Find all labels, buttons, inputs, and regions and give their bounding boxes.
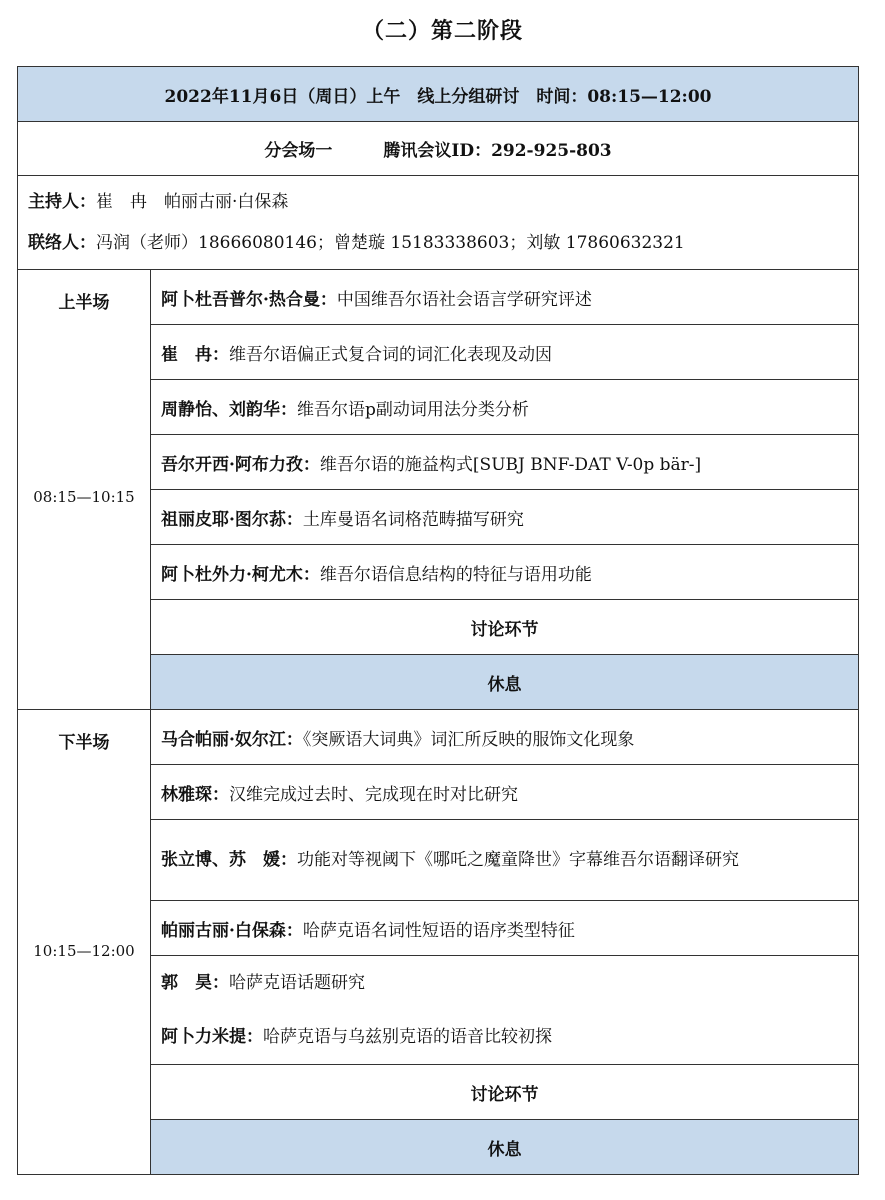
talk-speaker: 张立博、苏 媛： bbox=[161, 850, 297, 870]
talk-speaker: 马合帕丽·奴尔江： bbox=[161, 729, 303, 750]
talk-row bbox=[18, 270, 859, 325]
session-cell-first-half bbox=[18, 270, 151, 710]
schedule-header-row bbox=[18, 67, 859, 122]
talk-speaker: 林雅琛： bbox=[161, 784, 229, 805]
venue-info bbox=[18, 122, 859, 176]
talk-item bbox=[151, 380, 859, 435]
talk-title: 哈萨克语话题研究 bbox=[229, 973, 365, 993]
schedule-header: 2022年11月6日（周日）上午 线上分组研讨 时间：08:15—12:00 bbox=[18, 67, 859, 122]
talk-title: 土库曼语名词格范畴描写研究 bbox=[302, 509, 524, 530]
talk-row bbox=[18, 710, 859, 765]
talk-title: 汉维完成过去时、完成现在时对比研究 bbox=[229, 784, 518, 805]
talk-item bbox=[151, 820, 859, 901]
page-title: （二）第二阶段 bbox=[361, 18, 523, 44]
session-cell-second-half bbox=[18, 710, 151, 1175]
discussion-label: 讨论环节 bbox=[151, 1065, 859, 1120]
host-line bbox=[28, 182, 858, 223]
hosts-cell bbox=[18, 176, 859, 270]
talk-title: 维吾尔语信息结构的特征与语用功能 bbox=[319, 564, 592, 585]
session-name: 上半场 bbox=[58, 293, 110, 313]
break-label: 休息 bbox=[151, 1120, 859, 1175]
talk-item bbox=[151, 490, 859, 545]
talk-speaker: 阿卜力米提： bbox=[161, 1027, 263, 1047]
talk-title: 哈萨克语与乌兹别克语的语音比较初探 bbox=[263, 1027, 552, 1047]
contact-label: 联络人： bbox=[28, 232, 96, 253]
talk-title: 哈萨克语名词性短语的语序类型特征 bbox=[302, 920, 575, 941]
talk-line bbox=[161, 1010, 850, 1064]
talk-inline bbox=[161, 847, 850, 873]
schedule-table bbox=[17, 66, 859, 1175]
talk-speaker: 吾尔开西·阿布力孜： bbox=[161, 454, 320, 475]
venue-row bbox=[18, 122, 859, 176]
talk-item bbox=[151, 545, 859, 600]
talk-title: 中国维吾尔语社会语言学研究评述 bbox=[336, 289, 592, 310]
talk-speaker: 周静怡、刘韵华： bbox=[161, 399, 297, 420]
talk-speaker: 祖丽皮耶·图尔荪： bbox=[161, 509, 303, 530]
talk-speaker: 崔 冉： bbox=[161, 344, 229, 365]
talk-item-double bbox=[151, 956, 859, 1065]
host-label: 主持人： bbox=[28, 191, 96, 212]
talk-title: 维吾尔语p副动词用法分类分析 bbox=[297, 399, 529, 420]
contact-names: 冯润（老师）18666080146；曾楚璇 15183338603；刘敏 17860632321 bbox=[96, 232, 685, 253]
talk-item bbox=[151, 270, 859, 325]
talk-item bbox=[151, 765, 859, 820]
talk-speaker: 阿卜杜外力·柯尤木： bbox=[161, 564, 320, 585]
hosts-row bbox=[18, 176, 859, 270]
host-names: 崔 冉 帕丽古丽·白保森 bbox=[96, 191, 289, 212]
discussion-label: 讨论环节 bbox=[151, 600, 859, 655]
session-time: 10:15—12:00 bbox=[33, 942, 135, 960]
talk-title: 功能对等视阈下《哪吒之魔童降世》字幕维吾尔语翻译研究 bbox=[297, 850, 739, 870]
talk-speaker: 阿卜杜吾普尔·热合曼： bbox=[161, 289, 337, 310]
break-label: 休息 bbox=[151, 655, 859, 710]
contact-line bbox=[28, 223, 858, 264]
venue-text: 分会场一 腾讯会议ID：292-925-803 bbox=[264, 141, 612, 161]
session-time: 08:15—10:15 bbox=[33, 488, 135, 506]
talk-line bbox=[161, 956, 850, 1010]
talk-item bbox=[151, 710, 859, 765]
talk-speaker: 帕丽古丽·白保森： bbox=[161, 920, 303, 941]
talk-item bbox=[151, 901, 859, 956]
talk-title: 《突厥语大词典》词汇所反映的服饰文化现象 bbox=[302, 729, 635, 750]
session-name: 下半场 bbox=[58, 733, 110, 753]
talk-speaker: 郭 昊： bbox=[161, 973, 229, 993]
talk-title: 维吾尔语偏正式复合词的词汇化表现及动因 bbox=[229, 344, 552, 365]
talk-item bbox=[151, 435, 859, 490]
talk-title: 维吾尔语的施益构式[SUBJ BNF-DAT V-0p bär-] bbox=[319, 454, 702, 475]
talk-item bbox=[151, 325, 859, 380]
